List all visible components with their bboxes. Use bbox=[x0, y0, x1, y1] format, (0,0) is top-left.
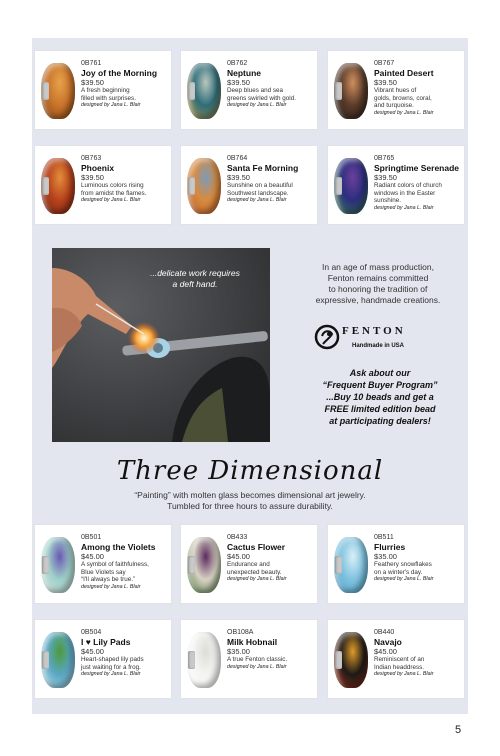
intro-text bbox=[298, 262, 458, 306]
bead-image bbox=[187, 632, 221, 688]
bead-card bbox=[180, 524, 318, 604]
bead-core bbox=[335, 556, 342, 574]
bead-designer-credit: designed by Jana L. Blair bbox=[81, 197, 141, 203]
bead-price: $39.50 bbox=[81, 173, 104, 182]
page-number: 5 bbox=[455, 724, 462, 736]
bead-designer-credit: designed by Jana L. Blair bbox=[374, 671, 434, 677]
bead-image bbox=[41, 158, 75, 214]
bead-info bbox=[81, 154, 168, 204]
intro-line: Fenton remains committed bbox=[327, 273, 429, 283]
promo-line: “Frequent Buyer Program” bbox=[322, 380, 438, 390]
photo-caption bbox=[140, 268, 250, 290]
bead-card bbox=[327, 619, 465, 699]
bead-description-line: Radiant colors of church bbox=[374, 182, 442, 189]
bead-info bbox=[81, 628, 168, 678]
bead-core bbox=[335, 177, 342, 195]
bead-info bbox=[374, 154, 461, 212]
bead-price: $39.50 bbox=[374, 78, 397, 87]
bead-price: $45.00 bbox=[374, 647, 397, 656]
bead-price: $45.00 bbox=[81, 552, 104, 561]
bead-description-line: Luminous colors rising bbox=[81, 182, 144, 189]
bead-code: 0B764 bbox=[227, 155, 248, 162]
bead-name: Springtime Serenade bbox=[374, 163, 460, 173]
bead-card bbox=[180, 50, 318, 130]
bead-image bbox=[334, 63, 368, 119]
bead-price: $45.00 bbox=[227, 552, 250, 561]
bead-info bbox=[227, 59, 314, 109]
bead-code: 0B440 bbox=[374, 629, 395, 636]
bead-description-line: from amidst the flames. bbox=[81, 189, 147, 197]
bead-core bbox=[188, 177, 195, 195]
bead-price: $39.50 bbox=[374, 173, 397, 182]
bead-core bbox=[335, 651, 342, 669]
bead-price: $39.50 bbox=[227, 173, 250, 182]
bead-description-line: Heart-shaped lily pads bbox=[81, 656, 144, 663]
bead-image bbox=[334, 632, 368, 688]
bead-designer-credit: designed by Jana L. Blair bbox=[374, 576, 434, 582]
bead-price: $35.00 bbox=[227, 647, 250, 656]
bead-card bbox=[327, 524, 465, 604]
bead-info bbox=[227, 533, 314, 583]
bead-image bbox=[187, 158, 221, 214]
bead-card bbox=[180, 619, 318, 699]
fenton-emblem-icon bbox=[314, 322, 340, 352]
section-subtitle-line: Tumbled for three hours to assure durability. bbox=[167, 501, 333, 511]
bead-description-line: unexpected beauty. bbox=[227, 568, 282, 576]
bead-designer-credit: designed by Jana L. Blair bbox=[227, 576, 287, 582]
promo-line: at participating dealers! bbox=[329, 416, 431, 426]
bead-description-line: greens swirled with gold. bbox=[227, 94, 296, 102]
bead-name: Neptune bbox=[227, 68, 261, 78]
intro-line: to honoring the tradition of bbox=[328, 284, 428, 294]
bead-code: 0B765 bbox=[374, 155, 395, 162]
bead-info bbox=[81, 533, 168, 591]
bead-name: Flurries bbox=[374, 542, 406, 552]
bead-info bbox=[374, 628, 461, 678]
bead-core bbox=[42, 177, 49, 195]
bead-core bbox=[42, 82, 49, 100]
bead-code: OB108A bbox=[227, 629, 254, 636]
bead-name: Navajo bbox=[374, 637, 402, 647]
bead-description-line: on a winter's day. bbox=[374, 568, 423, 576]
bead-price: $35.00 bbox=[374, 552, 397, 561]
bead-description-line: Sunshine on a beautiful bbox=[227, 182, 293, 189]
section-subtitle bbox=[80, 490, 420, 512]
bead-designer-credit: designed by Jana L. Blair bbox=[81, 671, 141, 677]
bead-description-line: A symbol of faithfulness, bbox=[81, 561, 149, 568]
bead-core bbox=[188, 82, 195, 100]
bead-description-line: golds, browns, coral, bbox=[374, 94, 432, 102]
bead-description-line: “I'll always be true.” bbox=[81, 576, 136, 583]
bead-code: 0B511 bbox=[374, 534, 394, 541]
bead-name: Painted Desert bbox=[374, 68, 434, 78]
bead-card bbox=[34, 145, 172, 225]
promo-line: ...Buy 10 beads and get a bbox=[326, 392, 434, 402]
bead-description-line: Deep blues and sea bbox=[227, 87, 284, 94]
bead-info bbox=[81, 59, 168, 109]
bead-description-line: A true Fenton classic. bbox=[227, 656, 288, 663]
fenton-tagline: Handmade in USA bbox=[352, 343, 405, 349]
bead-description-line: A fresh beginning bbox=[81, 87, 130, 94]
bead-code: 0B763 bbox=[81, 155, 102, 162]
bead-image bbox=[41, 537, 75, 593]
photo-caption-line: a deft hand. bbox=[172, 279, 218, 289]
bead-core bbox=[188, 651, 195, 669]
bead-core bbox=[188, 556, 195, 574]
bead-designer-credit: designed by Jana L. Blair bbox=[374, 109, 434, 116]
bead-designer-credit: designed by Jana L. Blair bbox=[227, 663, 287, 670]
bead-code: 0B767 bbox=[374, 60, 395, 67]
bead-code: 0B761 bbox=[81, 60, 102, 67]
bead-card bbox=[34, 619, 172, 699]
bead-code: 0B501 bbox=[81, 534, 102, 541]
bead-designer-credit: designed by Jana L. Blair bbox=[81, 583, 141, 590]
bead-core bbox=[335, 82, 342, 100]
bead-card bbox=[34, 50, 172, 130]
bead-description-line: just waiting for a frog. bbox=[81, 663, 141, 671]
bead-price: $39.50 bbox=[81, 78, 104, 87]
section-title: Three Dimensional bbox=[116, 456, 384, 486]
bead-core bbox=[42, 556, 49, 574]
bead-image bbox=[334, 158, 368, 214]
bead-designer-credit: designed by Jana L. Blair bbox=[374, 204, 434, 211]
bead-description-line: Reminiscent of an bbox=[374, 656, 425, 663]
intro-line: In an age of mass production, bbox=[322, 262, 434, 272]
bead-name: Santa Fe Morning bbox=[227, 163, 299, 173]
bead-designer-credit: designed by Jana L. Blair bbox=[227, 102, 287, 108]
bead-description-line: windows in the Easter bbox=[374, 189, 436, 197]
bead-card bbox=[180, 145, 318, 225]
bead-image bbox=[41, 63, 75, 119]
bead-description-line: Vibrant hues of bbox=[374, 87, 417, 94]
bead-description-line: Indian headdress. bbox=[374, 663, 425, 671]
intro-line: expressive, handmade creations. bbox=[315, 295, 441, 305]
promo-line: FREE limited edition bead bbox=[324, 404, 436, 414]
bead-core bbox=[42, 651, 49, 669]
bead-code: 0B504 bbox=[81, 629, 102, 636]
bead-image bbox=[334, 537, 368, 593]
frequent-buyer-promo bbox=[290, 367, 470, 427]
bead-card bbox=[34, 524, 172, 604]
fenton-wordmark: FENTON bbox=[342, 325, 406, 337]
section-subtitle-line: “Painting” with molten glass becomes dimensional art jewelry. bbox=[134, 490, 366, 500]
bead-description-line: and turquoise. bbox=[374, 102, 414, 109]
bead-description-line: Endurance and bbox=[227, 561, 270, 568]
bead-image bbox=[187, 63, 221, 119]
bead-name: Among the Violets bbox=[81, 542, 156, 552]
bead-name: Joy of the Morning bbox=[81, 68, 158, 78]
bead-name: I ♥ Lily Pads bbox=[81, 637, 131, 647]
bead-image bbox=[41, 632, 75, 688]
bead-description-line: filled with surprises. bbox=[81, 94, 136, 102]
bead-description-line: Southwest landscape. bbox=[227, 189, 289, 197]
promo-line: Ask about our bbox=[349, 368, 411, 378]
bead-info bbox=[227, 154, 314, 204]
bead-designer-credit: designed by Jana L. Blair bbox=[227, 197, 287, 203]
glassworker-photo bbox=[52, 248, 270, 442]
bead-description-line: Blue Violets say bbox=[81, 568, 126, 576]
bead-price: $45.00 bbox=[81, 647, 104, 656]
bead-info bbox=[374, 533, 461, 583]
bead-info bbox=[374, 59, 461, 117]
bead-name: Milk Hobnail bbox=[227, 637, 278, 647]
bead-card bbox=[327, 50, 465, 130]
bead-price: $39.50 bbox=[227, 78, 250, 87]
bead-code: 0B433 bbox=[227, 534, 248, 541]
photo-caption-line: ...delicate work requires bbox=[150, 268, 240, 278]
bead-designer-credit: designed by Jana L. Blair bbox=[81, 102, 141, 108]
bead-description-line: Feathery snowflakes bbox=[374, 561, 432, 568]
bead-name: Cactus Flower bbox=[227, 542, 286, 552]
fenton-logo bbox=[314, 322, 426, 356]
bead-card bbox=[327, 145, 465, 225]
bead-code: 0B762 bbox=[227, 60, 248, 67]
bead-info bbox=[227, 628, 314, 671]
bead-description-line: sunshine. bbox=[374, 197, 401, 204]
bead-image bbox=[187, 537, 221, 593]
bead-name: Phoenix bbox=[81, 163, 115, 173]
